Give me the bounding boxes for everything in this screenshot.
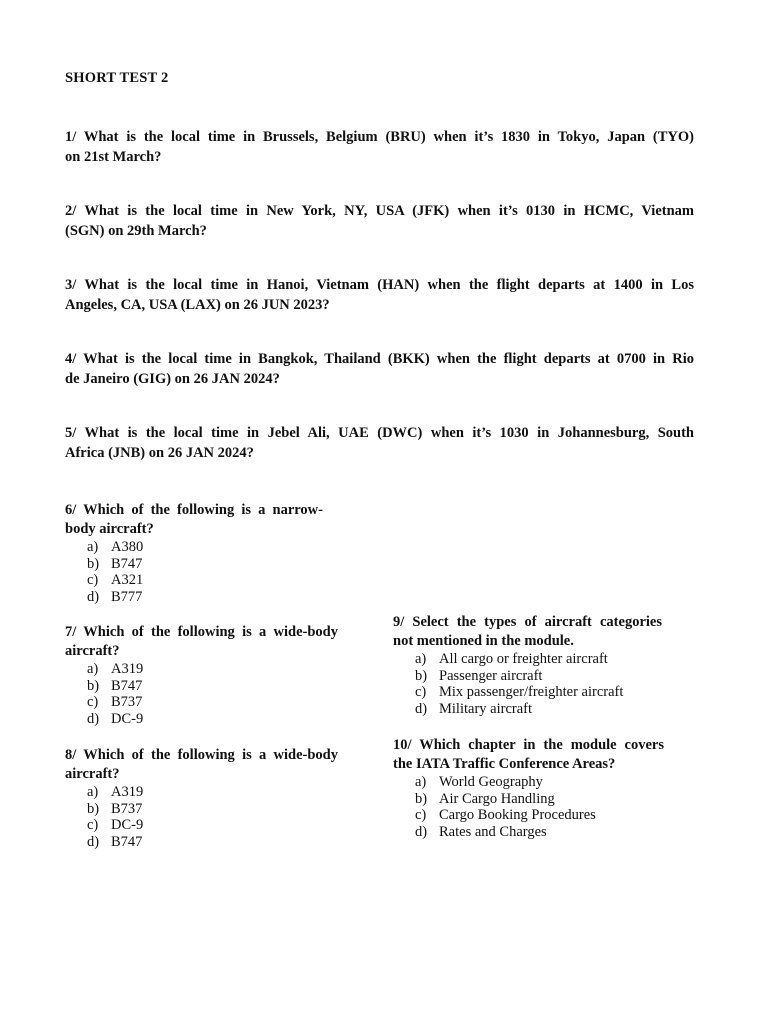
option-item (415, 651, 662, 668)
question-4 (65, 349, 694, 389)
option-letter: a) (87, 661, 99, 677)
question-text: de Janeiro (GIG) on 26 JAN 2024? (65, 371, 280, 387)
question-1 (65, 127, 694, 167)
option-item (87, 572, 323, 589)
question-stem (393, 613, 662, 651)
question-text: 7/ Which of the following is a wide-body (65, 624, 338, 640)
option-letter: b) (415, 790, 428, 807)
question-stem (65, 746, 338, 784)
option-letter: b) (87, 800, 100, 817)
question-9 (393, 613, 662, 717)
option-list (65, 539, 323, 605)
question-5 (65, 423, 694, 463)
option-text: B747 (111, 833, 143, 850)
option-letter: a) (415, 774, 427, 790)
option-item (87, 678, 338, 695)
question-text: aircraft? (65, 766, 120, 782)
question-text: 4/ What is the local time in Bangkok, Thailand (BKK) when the flight departs at 0700 in Rio (65, 351, 694, 367)
question-text: 2/ What is the local time in New York, NY, USA (JFK) when it’s 0130 in HCMC, Vietnam (65, 203, 694, 219)
question-text: aircraft? (65, 643, 120, 659)
question-text: 6/ Which of the following is a narrow- (65, 502, 323, 518)
option-list (65, 661, 338, 727)
option-letter: a) (87, 784, 99, 800)
question-text: not mentioned in the module. (393, 633, 574, 649)
option-text: B737 (111, 694, 143, 710)
question-7 (65, 623, 338, 727)
option-letter: c) (415, 684, 427, 700)
question-text: Africa (JNB) on 26 JAN 2024? (65, 445, 254, 461)
option-item (87, 694, 338, 711)
option-letter: c) (87, 817, 99, 833)
option-text: A319 (111, 784, 144, 800)
option-item (87, 589, 323, 606)
option-text: Air Cargo Handling (439, 790, 555, 807)
option-letter: a) (415, 651, 427, 667)
option-text: DC-9 (111, 710, 144, 727)
question-8 (65, 746, 338, 850)
option-text: Mix passenger/freighter aircraft (439, 684, 624, 700)
option-text: B747 (111, 555, 143, 572)
option-item (415, 684, 662, 701)
question-text: 8/ Which of the following is a wide-body (65, 747, 338, 763)
option-letter: c) (87, 572, 99, 588)
question-text: on 21st March? (65, 149, 162, 165)
option-item (415, 774, 664, 791)
option-letter: c) (415, 807, 427, 823)
question-3 (65, 275, 694, 315)
question-2 (65, 201, 694, 241)
option-item (87, 784, 338, 801)
option-letter: d) (87, 588, 100, 605)
option-letter: c) (87, 694, 99, 710)
option-item (415, 824, 664, 841)
option-text: B777 (111, 588, 143, 605)
option-letter: d) (415, 823, 428, 840)
question-text: body aircraft? (65, 521, 154, 537)
option-text: A380 (111, 539, 144, 555)
option-letter: b) (87, 677, 100, 694)
option-item (415, 807, 664, 824)
option-list (393, 651, 662, 717)
question-stem (65, 501, 323, 539)
option-item (87, 539, 323, 556)
question-stem (393, 736, 664, 774)
option-item (87, 801, 338, 818)
question-text: 3/ What is the local time in Hanoi, Vietnam (HAN) when the flight departs at 1400 in Los (65, 277, 694, 293)
option-text: Rates and Charges (439, 823, 547, 840)
option-text: All cargo or freighter aircraft (439, 651, 608, 667)
option-text: World Geography (439, 774, 543, 790)
option-item (87, 661, 338, 678)
question-text: 5/ What is the local time in Jebel Ali, UAE (DWC) when it’s 1030 in Johannesburg, South (65, 425, 694, 441)
option-item (87, 711, 338, 728)
option-text: B747 (111, 677, 143, 694)
question-text: 1/ What is the local time in Brussels, Belgium (BRU) when it’s 1830 in Tokyo, Japan (TYO) (65, 129, 694, 145)
question-text: Angeles, CA, USA (LAX) on 26 JUN 2023? (65, 297, 330, 313)
option-item (415, 791, 664, 808)
option-text: Passenger aircraft (439, 667, 543, 684)
test-title: SHORT TEST 2 (65, 70, 169, 86)
option-letter: a) (87, 539, 99, 555)
option-list (65, 784, 338, 850)
option-item (415, 668, 662, 685)
question-text: 9/ Select the types of aircraft categories (393, 614, 662, 630)
question-text: 10/ Which chapter in the module covers (393, 737, 664, 753)
option-item (87, 834, 338, 851)
option-text: A319 (111, 661, 144, 677)
option-letter: d) (415, 700, 428, 717)
option-letter: d) (87, 833, 100, 850)
option-letter: b) (87, 555, 100, 572)
option-text: Military aircraft (439, 700, 532, 717)
option-list (393, 774, 664, 840)
option-item (87, 556, 323, 573)
question-10 (393, 736, 664, 840)
option-letter: d) (87, 710, 100, 727)
option-letter: b) (415, 667, 428, 684)
question-6 (65, 501, 323, 605)
option-text: A321 (111, 572, 144, 588)
option-text: DC-9 (111, 817, 144, 833)
question-text: the IATA Traffic Conference Areas? (393, 756, 616, 772)
option-text: Cargo Booking Procedures (439, 807, 596, 823)
question-stem (65, 623, 338, 661)
option-item (87, 817, 338, 834)
option-item (415, 701, 662, 718)
option-text: B737 (111, 800, 143, 817)
question-text: (SGN) on 29th March? (65, 223, 207, 239)
